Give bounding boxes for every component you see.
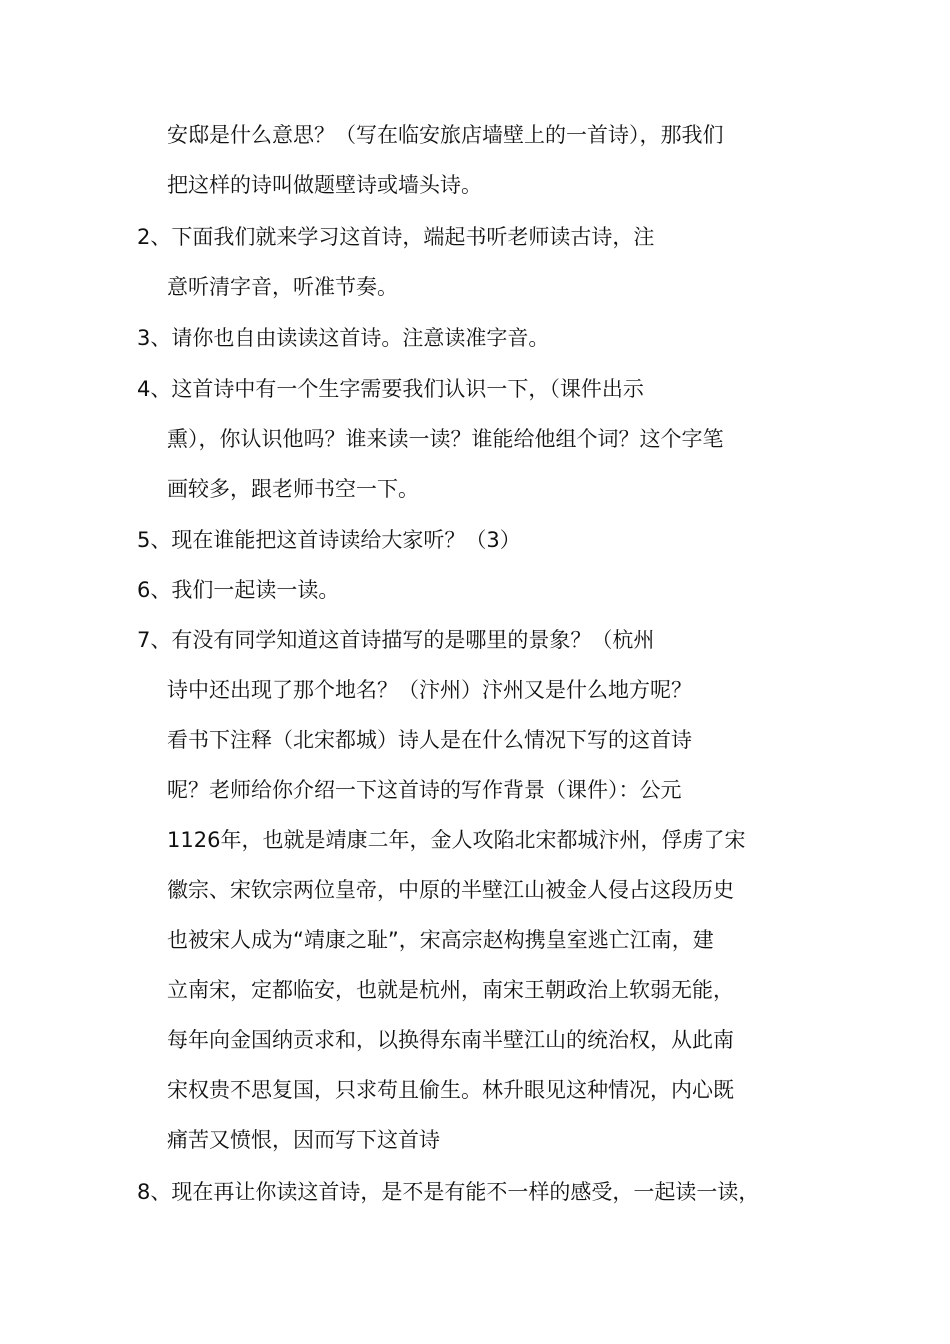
list-item-5: 5、现在谁能把这首诗读给大家听？（3）: [137, 528, 521, 552]
text-line: 痛苦又愤恨，因而写下这首诗: [167, 1128, 440, 1152]
text-line: 徽宗、宋钦宗两位皇帝，中原的半壁江山被金人侵占这段历史: [167, 878, 734, 902]
text-line: 诗中还出现了那个地名？（汴州）汴州又是什么地方呢？: [167, 678, 692, 702]
text-line: 把这样的诗叫做题壁诗或墙头诗。: [167, 173, 482, 197]
list-item-3: 3、请你也自由读读这首诗。注意读准字音。: [137, 326, 550, 350]
text-line: 宋权贵不思复国，只求苟且偷生。林升眼见这种情况，内心既: [167, 1078, 734, 1102]
list-item-4: 4、这首诗中有一个生字需要我们认识一下，（课件出示: [137, 377, 644, 401]
text-line: 安邸是什么意思？（写在临安旅店墙壁上的一首诗），那我们: [167, 123, 724, 147]
text-line: 意听清字音，听准节奏。: [167, 275, 398, 299]
text-line: 看书下注释（北宋都城）诗人是在什么情况下写的这首诗: [167, 728, 692, 752]
list-item-6: 6、我们一起读一读。: [137, 578, 340, 602]
text-line: 每年向金国纳贡求和，以换得东南半壁江山的统治权，从此南: [167, 1028, 734, 1052]
list-item-2: 2、下面我们就来学习这首诗，端起书听老师读古诗，注: [137, 225, 655, 249]
text-line: 呢？老师给你介绍一下这首诗的写作背景（课件）：公元: [167, 778, 682, 802]
list-item-7: 7、有没有同学知道这首诗描写的是哪里的景象？（杭州: [137, 628, 655, 652]
text-line: 画较多，跟老师书空一下。: [167, 477, 419, 501]
text-line: 立南宋，定都临安，也就是杭州，南宋王朝政治上软弱无能，: [167, 978, 734, 1002]
list-item-8: 8、现在再让你读这首诗，是不是有能不一样的感受，一起读一读，: [137, 1180, 760, 1204]
text-line: 也被宋人成为“靖康之耻”，宋高宗赵构携皇室逃亡江南，建: [167, 928, 714, 952]
text-line: 1126年，也就是靖康二年，金人攻陷北宋都城汴州，俘虏了宋: [167, 828, 746, 852]
text-line: 熏），你认识他吗？谁来读一读？谁能给他组个词？这个字笔: [167, 427, 724, 451]
